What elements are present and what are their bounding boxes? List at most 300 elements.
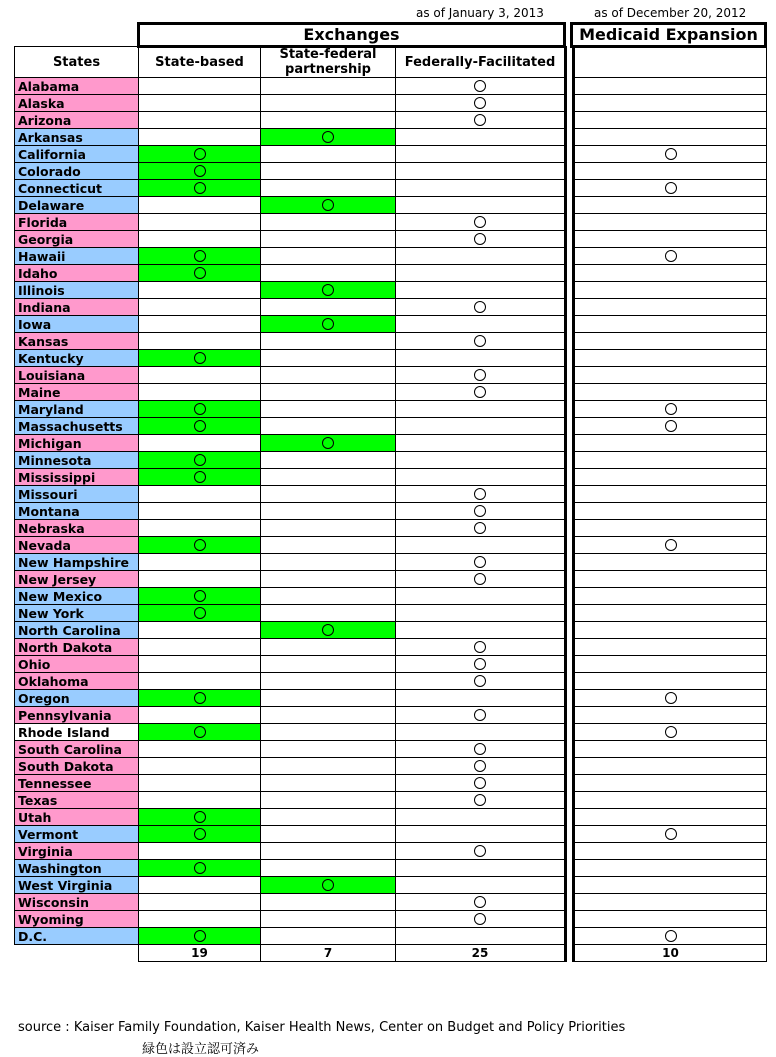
table-row (15, 197, 767, 214)
federal-cell (396, 435, 566, 452)
table-row (15, 605, 767, 622)
column-gap (566, 741, 574, 758)
state-based-cell (139, 129, 261, 146)
state-name: Mississippi (15, 469, 139, 486)
state-name: North Carolina (15, 622, 139, 639)
state-based-cell (139, 605, 261, 622)
column-gap (566, 418, 574, 435)
state-based-cell (139, 163, 261, 180)
table-row (15, 571, 767, 588)
circle-mark-icon (665, 539, 677, 551)
state-based-cell (139, 707, 261, 724)
state-based-cell (139, 554, 261, 571)
federal-cell (396, 163, 566, 180)
federal-cell (396, 95, 566, 112)
state-based-cell (139, 724, 261, 741)
state-name: Indiana (15, 299, 139, 316)
state-name: Florida (15, 214, 139, 231)
table-row (15, 741, 767, 758)
column-gap (566, 928, 574, 945)
table-row (15, 877, 767, 894)
circle-mark-icon (665, 148, 677, 160)
column-gap (566, 486, 574, 503)
column-gap (566, 588, 574, 605)
partnership-cell (261, 282, 396, 299)
table-row (15, 418, 767, 435)
medicaid-cell (574, 112, 767, 129)
column-gap (566, 690, 574, 707)
partnership-cell (261, 690, 396, 707)
partnership-cell (261, 792, 396, 809)
medicaid-cell (574, 605, 767, 622)
federal-cell (396, 690, 566, 707)
state-name: Nebraska (15, 520, 139, 537)
partnership-cell (261, 197, 396, 214)
state-name: Colorado (15, 163, 139, 180)
column-gap (566, 384, 574, 401)
state-name: Louisiana (15, 367, 139, 384)
column-gap (566, 47, 574, 78)
state-name: Wyoming (15, 911, 139, 928)
medicaid-cell (574, 860, 767, 877)
circle-mark-icon (474, 556, 486, 568)
medicaid-cell (574, 367, 767, 384)
federal-cell (396, 180, 566, 197)
federal-cell (396, 758, 566, 775)
column-gap (566, 945, 574, 962)
table-row (15, 554, 767, 571)
partnership-cell (261, 588, 396, 605)
partnership-cell (261, 673, 396, 690)
circle-mark-icon (665, 182, 677, 194)
state-based-cell (139, 95, 261, 112)
circle-mark-icon (194, 590, 206, 602)
federal-cell (396, 554, 566, 571)
column-gap (566, 809, 574, 826)
table-row (15, 860, 767, 877)
medicaid-cell (574, 843, 767, 860)
state-based-cell (139, 333, 261, 350)
medicaid-cell (574, 690, 767, 707)
state-name: Connecticut (15, 180, 139, 197)
partnership-cell (261, 112, 396, 129)
federal-cell (396, 809, 566, 826)
exchanges-header: Exchanges (137, 22, 566, 48)
circle-mark-icon (194, 862, 206, 874)
circle-mark-icon (665, 726, 677, 738)
circle-mark-icon (474, 573, 486, 585)
partnership-cell (261, 469, 396, 486)
table-row (15, 656, 767, 673)
medicaid-cell (574, 469, 767, 486)
medicaid-cell (574, 622, 767, 639)
state-based-cell (139, 452, 261, 469)
table-row (15, 928, 767, 945)
state-name: Missouri (15, 486, 139, 503)
col-header-federal: Federally-Facilitated (396, 47, 566, 78)
table-row (15, 809, 767, 826)
partnership-cell (261, 350, 396, 367)
table-row (15, 78, 767, 95)
column-gap (566, 180, 574, 197)
table-row (15, 146, 767, 163)
federal-cell (396, 724, 566, 741)
table-row (15, 469, 767, 486)
circle-mark-icon (474, 522, 486, 534)
federal-cell (396, 469, 566, 486)
column-gap (566, 877, 574, 894)
table-row (15, 435, 767, 452)
state-name: Alaska (15, 95, 139, 112)
federal-cell (396, 384, 566, 401)
column-gap (566, 826, 574, 843)
partnership-cell (261, 299, 396, 316)
circle-mark-icon (194, 692, 206, 704)
state-based-cell (139, 248, 261, 265)
state-based-cell (139, 537, 261, 554)
total-state-based: 19 (139, 945, 261, 962)
table-row (15, 452, 767, 469)
table-row (15, 214, 767, 231)
state-name: Pennsylvania (15, 707, 139, 724)
circle-mark-icon (194, 726, 206, 738)
medicaid-cell (574, 894, 767, 911)
federal-cell (396, 843, 566, 860)
medicaid-cell (574, 129, 767, 146)
medicaid-cell (574, 741, 767, 758)
federal-cell (396, 656, 566, 673)
table-row (15, 520, 767, 537)
state-based-cell (139, 826, 261, 843)
state-based-cell (139, 520, 261, 537)
medicaid-expansion-header: Medicaid Expansion (570, 22, 767, 48)
state-name: Oklahoma (15, 673, 139, 690)
federal-cell (396, 520, 566, 537)
circle-mark-icon (474, 488, 486, 500)
table-row (15, 826, 767, 843)
column-gap (566, 401, 574, 418)
state-name: Oregon (15, 690, 139, 707)
total-partnership: 7 (261, 945, 396, 962)
totals-blank (15, 945, 139, 962)
federal-cell (396, 537, 566, 554)
state-name: D.C. (15, 928, 139, 945)
partnership-cell (261, 894, 396, 911)
medicaid-cell (574, 639, 767, 656)
partnership-cell (261, 503, 396, 520)
partnership-cell (261, 639, 396, 656)
partnership-cell (261, 129, 396, 146)
state-name: Maryland (15, 401, 139, 418)
column-gap (566, 707, 574, 724)
medicaid-cell (574, 163, 767, 180)
state-based-cell (139, 911, 261, 928)
circle-mark-icon (665, 828, 677, 840)
column-gap (566, 129, 574, 146)
table-row (15, 316, 767, 333)
federal-cell (396, 503, 566, 520)
state-name: California (15, 146, 139, 163)
partnership-cell (261, 605, 396, 622)
partnership-cell (261, 452, 396, 469)
state-based-cell (139, 622, 261, 639)
state-based-cell (139, 656, 261, 673)
column-gap (566, 316, 574, 333)
circle-mark-icon (474, 80, 486, 92)
state-name: Kansas (15, 333, 139, 350)
partnership-cell (261, 741, 396, 758)
medicaid-cell (574, 877, 767, 894)
partnership-cell (261, 860, 396, 877)
table-row (15, 758, 767, 775)
circle-mark-icon (474, 233, 486, 245)
state-based-cell (139, 894, 261, 911)
state-based-cell (139, 180, 261, 197)
medicaid-cell (574, 503, 767, 520)
federal-cell (396, 452, 566, 469)
partnership-cell (261, 180, 396, 197)
circle-mark-icon (194, 454, 206, 466)
column-gap (566, 333, 574, 350)
medicaid-cell (574, 282, 767, 299)
federal-cell (396, 571, 566, 588)
medicaid-cell (574, 299, 767, 316)
table-row (15, 401, 767, 418)
state-based-cell (139, 231, 261, 248)
circle-mark-icon (194, 403, 206, 415)
table-row (15, 537, 767, 554)
partnership-cell (261, 248, 396, 265)
circle-mark-icon (474, 760, 486, 772)
state-based-cell (139, 435, 261, 452)
medicaid-cell (574, 775, 767, 792)
federal-cell (396, 860, 566, 877)
state-based-cell (139, 265, 261, 282)
state-based-cell (139, 690, 261, 707)
state-name: Virginia (15, 843, 139, 860)
circle-mark-icon (322, 131, 334, 143)
circle-mark-icon (474, 743, 486, 755)
column-gap (566, 537, 574, 554)
medicaid-cell (574, 180, 767, 197)
state-name: Wisconsin (15, 894, 139, 911)
state-name: Massachusetts (15, 418, 139, 435)
table-row (15, 367, 767, 384)
federal-cell (396, 401, 566, 418)
table-row (15, 299, 767, 316)
medicaid-cell (574, 95, 767, 112)
federal-cell (396, 894, 566, 911)
table-row (15, 112, 767, 129)
federal-cell (396, 78, 566, 95)
state-based-cell (139, 384, 261, 401)
medicaid-cell (574, 809, 767, 826)
column-gap (566, 214, 574, 231)
federal-cell (396, 214, 566, 231)
federal-cell (396, 146, 566, 163)
circle-mark-icon (322, 437, 334, 449)
state-name: Vermont (15, 826, 139, 843)
circle-mark-icon (665, 250, 677, 262)
circle-mark-icon (474, 913, 486, 925)
partnership-cell (261, 911, 396, 928)
partnership-cell (261, 622, 396, 639)
partnership-cell (261, 367, 396, 384)
column-gap (566, 350, 574, 367)
circle-mark-icon (474, 675, 486, 687)
partnership-cell (261, 401, 396, 418)
partnership-cell (261, 724, 396, 741)
state-based-cell (139, 401, 261, 418)
column-gap (566, 78, 574, 95)
medicaid-cell (574, 486, 767, 503)
table-row (15, 639, 767, 656)
column-gap (566, 571, 574, 588)
medicaid-date: as of December 20, 2012 (594, 6, 747, 20)
medicaid-cell (574, 231, 767, 248)
state-based-cell (139, 843, 261, 860)
partnership-cell (261, 758, 396, 775)
partnership-cell (261, 265, 396, 282)
column-gap (566, 95, 574, 112)
medicaid-cell (574, 520, 767, 537)
table-row (15, 690, 767, 707)
federal-cell (396, 367, 566, 384)
federal-cell (396, 282, 566, 299)
federal-cell (396, 911, 566, 928)
partnership-cell (261, 707, 396, 724)
federal-cell (396, 299, 566, 316)
column-gap (566, 758, 574, 775)
table-row (15, 180, 767, 197)
partnership-cell (261, 928, 396, 945)
circle-mark-icon (474, 216, 486, 228)
table-row (15, 622, 767, 639)
state-based-cell (139, 418, 261, 435)
state-name: Alabama (15, 78, 139, 95)
federal-cell (396, 231, 566, 248)
partnership-cell (261, 95, 396, 112)
column-gap (566, 792, 574, 809)
state-name: Nevada (15, 537, 139, 554)
state-based-cell (139, 503, 261, 520)
partnership-cell (261, 78, 396, 95)
circle-mark-icon (474, 386, 486, 398)
table-row (15, 894, 767, 911)
table-row (15, 129, 767, 146)
medicaid-cell (574, 146, 767, 163)
circle-mark-icon (474, 335, 486, 347)
table-row (15, 265, 767, 282)
state-name: Ohio (15, 656, 139, 673)
circle-mark-icon (194, 352, 206, 364)
federal-cell (396, 197, 566, 214)
state-based-cell (139, 367, 261, 384)
medicaid-cell (574, 350, 767, 367)
state-based-cell (139, 197, 261, 214)
state-based-cell (139, 486, 261, 503)
federal-cell (396, 265, 566, 282)
medicaid-cell (574, 673, 767, 690)
federal-cell (396, 877, 566, 894)
circle-mark-icon (474, 777, 486, 789)
partnership-cell (261, 537, 396, 554)
partnership-cell (261, 231, 396, 248)
state-name: Georgia (15, 231, 139, 248)
state-name: New Jersey (15, 571, 139, 588)
table-row (15, 673, 767, 690)
circle-mark-icon (194, 250, 206, 262)
circle-mark-icon (322, 879, 334, 891)
circle-mark-icon (474, 709, 486, 721)
column-gap (566, 656, 574, 673)
state-name: Kentucky (15, 350, 139, 367)
state-name: Minnesota (15, 452, 139, 469)
circle-mark-icon (474, 845, 486, 857)
partnership-cell (261, 554, 396, 571)
column-gap (566, 860, 574, 877)
circle-mark-icon (194, 828, 206, 840)
column-gap (566, 248, 574, 265)
partnership-cell (261, 656, 396, 673)
federal-cell (396, 673, 566, 690)
partnership-cell (261, 163, 396, 180)
circle-mark-icon (194, 539, 206, 551)
column-gap (566, 231, 574, 248)
totals-row (15, 945, 767, 962)
partnership-cell (261, 775, 396, 792)
circle-mark-icon (474, 658, 486, 670)
table-row (15, 350, 767, 367)
circle-mark-icon (474, 97, 486, 109)
medicaid-cell (574, 265, 767, 282)
table-row (15, 384, 767, 401)
circle-mark-icon (322, 624, 334, 636)
federal-cell (396, 792, 566, 809)
federal-cell (396, 707, 566, 724)
column-gap (566, 775, 574, 792)
circle-mark-icon (194, 811, 206, 823)
circle-mark-icon (474, 896, 486, 908)
circle-mark-icon (474, 505, 486, 517)
circle-mark-icon (474, 641, 486, 653)
partnership-cell (261, 809, 396, 826)
state-based-cell (139, 282, 261, 299)
medicaid-cell (574, 401, 767, 418)
federal-cell (396, 486, 566, 503)
column-gap (566, 503, 574, 520)
circle-mark-icon (322, 318, 334, 330)
state-based-cell (139, 758, 261, 775)
table-row (15, 163, 767, 180)
table-row (15, 588, 767, 605)
column-gap (566, 911, 574, 928)
medicaid-cell (574, 78, 767, 95)
partnership-cell (261, 571, 396, 588)
partnership-cell (261, 214, 396, 231)
column-gap (566, 435, 574, 452)
medicaid-cell (574, 316, 767, 333)
column-gap (566, 843, 574, 860)
partnership-cell (261, 435, 396, 452)
table-row (15, 792, 767, 809)
column-gap (566, 622, 574, 639)
medicaid-cell (574, 588, 767, 605)
state-name: South Dakota (15, 758, 139, 775)
federal-cell (396, 129, 566, 146)
state-name: Hawaii (15, 248, 139, 265)
total-medicaid: 10 (574, 945, 767, 962)
